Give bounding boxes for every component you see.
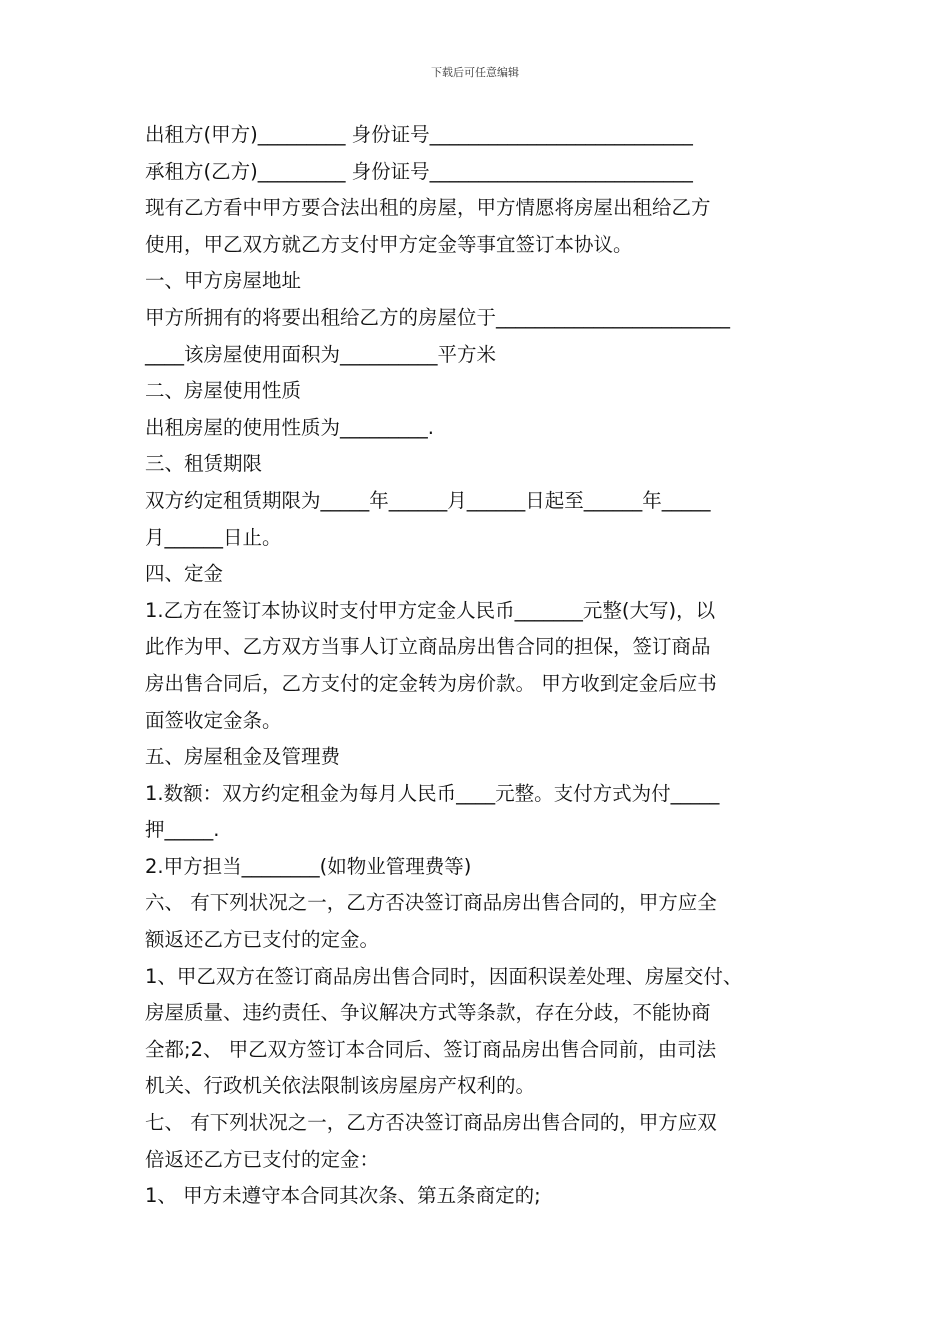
deposit-line-3: 房出售合同后，乙方支付的定金转为房价款。 甲方收到定金后应书 bbox=[145, 671, 717, 695]
deposit-line-1: 1.乙方在签订本协议时支付甲方定金人民币_______元整(大写)，以 bbox=[145, 598, 716, 622]
term-line-1: 双方约定租赁期限为_____年______月______日起至______年_____ bbox=[145, 488, 711, 512]
address-line-2: ____该房屋使用面积为__________平方米 bbox=[145, 342, 497, 366]
section-six-line-2: 额返还乙方已支付的定金。 bbox=[145, 928, 380, 952]
rent-line-3: 2.甲方担当________(如物业管理费等) bbox=[145, 854, 472, 878]
usage-line: 出租房屋的使用性质为_________. bbox=[145, 415, 434, 439]
intro-line-2: 使用，甲乙双方就乙方支付甲方定金等事宜签订本协议。 bbox=[145, 232, 633, 256]
tenant-line: 承租方(乙方)_________ 身份证号___________________________ bbox=[145, 159, 693, 183]
section-heading-deposit: 四、定金 bbox=[145, 562, 224, 586]
section-seven-line-1: 七、 有下列状况之一，乙方否决签订商品房出售合同的，甲方应双 bbox=[145, 1111, 717, 1135]
document-body bbox=[145, 117, 825, 1215]
section-heading-address: 一、甲方房屋地址 bbox=[145, 269, 302, 293]
section-six-line-1: 六、 有下列状况之一，乙方否决签订商品房出售合同的，甲方应全 bbox=[145, 891, 717, 915]
section-seven-item-line-1: 1、 甲方未遵守本合同其次条、第五条商定的; bbox=[145, 1184, 541, 1208]
section-six-item-line-3: 全都;2、 甲乙双方签订本合同后、签订商品房出售合同前，由司法 bbox=[145, 1037, 717, 1061]
section-heading-usage: 二、房屋使用性质 bbox=[145, 379, 302, 403]
rent-line-2: 押_____. bbox=[145, 818, 220, 842]
page-header: 下载后可任意编辑 bbox=[431, 66, 519, 79]
section-heading-rent: 五、房屋租金及管理费 bbox=[145, 745, 341, 769]
section-seven-line-2: 倍返还乙方已支付的定金： bbox=[145, 1147, 380, 1171]
intro-line-1: 现有乙方看中甲方要合法出租的房屋，甲方情愿将房屋出租给乙方 bbox=[145, 196, 711, 220]
section-six-item-line-4: 机关、行政机关依法限制该房屋房产权利的。 bbox=[145, 1074, 536, 1098]
section-six-item-line-2: 房屋质量、违约责任、争议解决方式等条款，存在分歧，不能协商 bbox=[145, 1001, 711, 1025]
section-heading-term: 三、租赁期限 bbox=[145, 452, 263, 476]
landlord-line: 出租方(甲方)_________ 身份证号___________________________ bbox=[145, 123, 693, 146]
term-line-2: 月______日止。 bbox=[145, 525, 282, 549]
address-line-1: 甲方所拥有的将要出租给乙方的房屋位于________________________ bbox=[145, 305, 731, 329]
deposit-line-4: 面签收定金条。 bbox=[145, 708, 282, 732]
section-six-item-line-1: 1、甲乙双方在签订商品房出售合同时，因面积误差处理、房屋交付、 bbox=[145, 964, 743, 988]
rent-line-1: 1.数额：双方约定租金为每月人民币____元整。支付方式为付_____ bbox=[145, 781, 720, 805]
deposit-line-2: 此作为甲、乙方双方当事人订立商品房出售合同的担保，签订商品 bbox=[145, 635, 711, 659]
